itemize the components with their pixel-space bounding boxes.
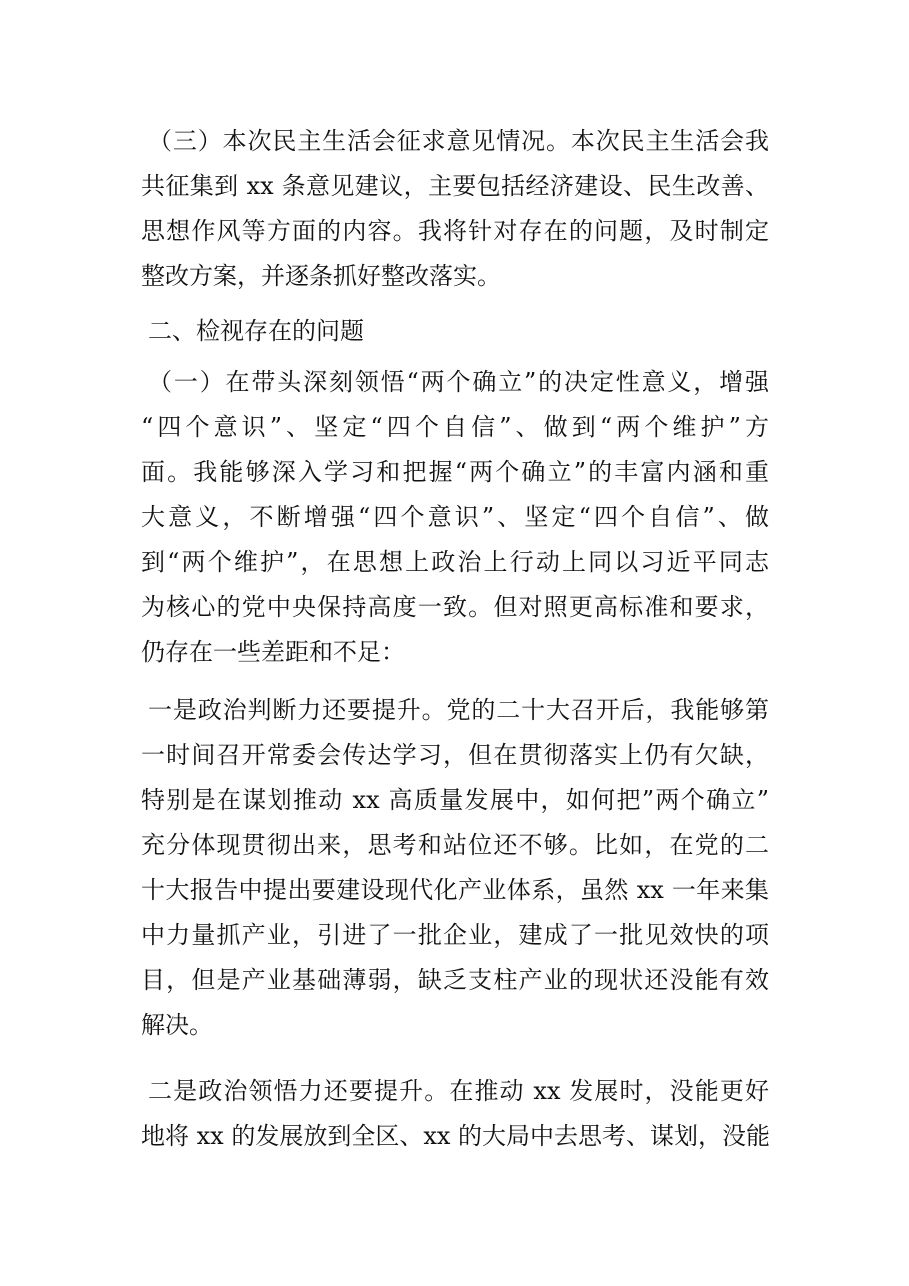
body-paragraph-line: 解决。 (141, 1011, 213, 1039)
body-paragraph-line: 中力量抓产业，引进了一批企业，建成了一批见效快的项 (141, 921, 769, 949)
body-paragraph-line: 大意义，不断增强“四个意识”、坚定“四个自信”、做 (141, 503, 769, 531)
body-paragraph-line: 思想作风等方面的内容。我将针对存在的问题，及时制定 (141, 217, 769, 245)
body-paragraph-line: 一时间召开常委会传达学习，但在贯彻落实上仍有欠缺， (141, 741, 769, 769)
body-paragraph-line: 一是政治判断力还要提升。党的二十大召开后，我能够第 (148, 696, 769, 724)
body-paragraph-line: “四个意识”、坚定“四个自信”、做到“两个维护”方 (141, 413, 769, 441)
body-paragraph-line: （三）本次民主生活会征求意见情况。本次民主生活会我 (148, 127, 769, 155)
body-paragraph-line: 充分体现贯彻出来，思考和站位还不够。比如，在党的二 (141, 831, 769, 859)
body-paragraph-line: 到“两个维护”，在思想上政治上行动上同以习近平同志 (141, 548, 769, 576)
body-paragraph-line: 特别是在谋划推动 xx 高质量发展中，如何把”两个确立” (141, 786, 769, 814)
body-paragraph-line: 共征集到 xx 条意见建议，主要包括经济建设、民生改善、 (141, 172, 769, 200)
body-paragraph-line: 整改方案，并逐条抓好整改落实。 (141, 262, 501, 290)
body-paragraph-line: 面。我能够深入学习和把握“两个确立”的丰富内涵和重 (141, 458, 769, 486)
body-paragraph-line: 为核心的党中央保持高度一致。但对照更高标准和要求， (141, 593, 769, 621)
body-paragraph-line: 仍存在一些差距和不足： (141, 638, 405, 666)
section-heading: 二、检视存在的问题 (148, 317, 364, 345)
body-paragraph-line: 二是政治领悟力还要提升。在推动 xx 发展时，没能更好 (148, 1077, 769, 1105)
body-paragraph-line: 十大报告中提出要建设现代化产业体系，虽然 xx 一年来集 (141, 876, 769, 904)
body-paragraph-line: 目，但是产业基础薄弱，缺乏支柱产业的现状还没能有效 (141, 966, 769, 994)
body-paragraph-line: 地将 xx 的发展放到全区、xx 的大局中去思考、谋划，没能 (141, 1122, 771, 1150)
body-paragraph-line: （一）在带头深刻领悟“两个确立”的决定性意义，增强 (148, 368, 769, 396)
